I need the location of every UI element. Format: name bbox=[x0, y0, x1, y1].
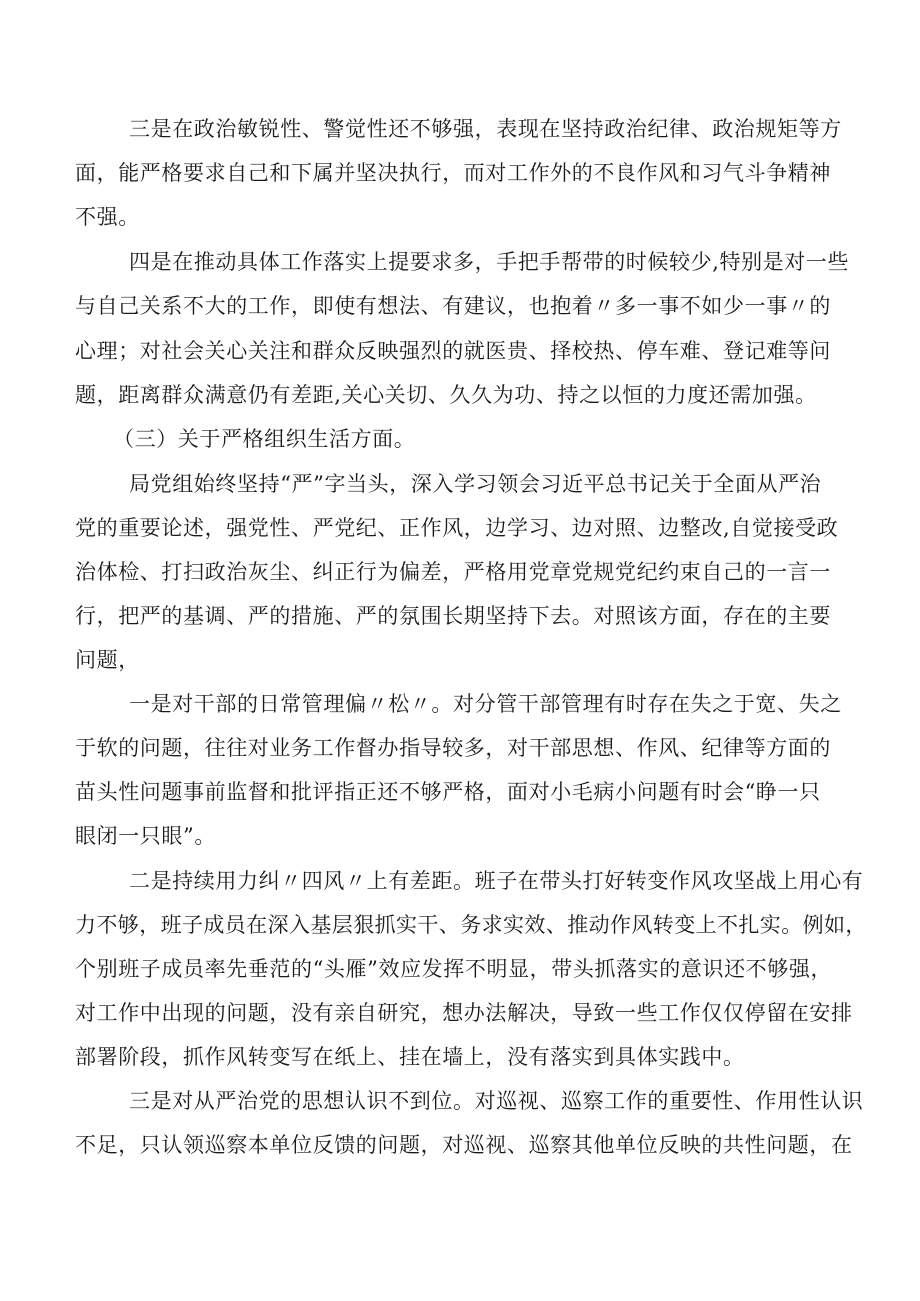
text-line: 三是对从严治党的思想认识不到位。对巡视、巡察工作的重要性、作用性认识 bbox=[129, 1089, 864, 1113]
text-line: 一是对干部的日常管理偏〃松〃。对分管干部管理有时存在失之于宽、失之 bbox=[129, 692, 842, 716]
section-heading-text: （三）关于严格组织生活方面。 bbox=[113, 427, 416, 451]
text-line: 四是在推动具体工作落实上提要求多，手把手帮带的时候较少,特别是对一些 bbox=[129, 250, 850, 274]
text-line: 对工作中出现的问题，没有亲自研究，想办法解决，导致一些工作仅仅停留在安排 bbox=[75, 1001, 853, 1025]
text-line: 与自己关系不大的工作，即使有想法、有建议，也抱着〃多一事不如少一事〃的 bbox=[75, 294, 831, 318]
text-line: 问题， bbox=[75, 648, 140, 672]
text-line: 党的重要论述，强党性、严党纪、正作风，边学习、边对照、边整改,自觉接受政 bbox=[75, 516, 839, 540]
text-line: 不强。 bbox=[75, 205, 140, 229]
text-line: 眼闭一只眼”。 bbox=[75, 824, 216, 848]
text-line: 苗头性问题事前监督和批评指正还不够严格，面对小毛病小问题有时会“睁一只 bbox=[75, 780, 821, 804]
text-line: 于软的问题，往往对业务工作督办指导较多，对干部思想、作风、纪律等方面的 bbox=[75, 736, 831, 760]
text-line: 个别班子成员率先垂范的“头雁”效应发挥不明显，带头抓落实的意识还不够强， bbox=[75, 957, 833, 981]
text-line: 心理；对社会关心关注和群众反映强烈的就医贵、择校热、停车难、登记难等问 bbox=[75, 339, 831, 363]
text-line: 行，把严的基调、严的措施、严的氛围长期坚持下去。对照该方面，存在的主要 bbox=[75, 604, 831, 628]
text-line: 二是持续用力纠〃四风〃上有差距。班子在带头打好转变作风攻坚战上用心有 bbox=[129, 869, 864, 893]
text-line: 治体检、打扫政治灰尘、纠正行为偏差，严格用党章党规党纪约束自己的一言一 bbox=[75, 560, 831, 584]
text-line: 局党组始终坚持“严”字当头，深入学习领会习近平总书记关于全面从严治 bbox=[129, 472, 822, 496]
text-line: 面，能严格要求自己和下属并坚决执行，而对工作外的不良作风和习气斗争精神 bbox=[75, 161, 831, 185]
text-line: 题，距离群众满意仍有差距,关心关切、久久为功、持之以恒的力度还需加强。 bbox=[75, 383, 817, 407]
text-line: 不足，只认领巡察本单位反馈的问题，对巡视、巡察其他单位反映的共性问题，在 bbox=[75, 1133, 853, 1157]
text-line: 力不够，班子成员在深入基层狠抓实干、务求实效、推动作风转变上不扎实。例如， bbox=[75, 913, 867, 937]
text-line: 部署阶段，抓作风转变写在纸上、挂在墙上，没有落实到具体实践中。 bbox=[75, 1045, 745, 1069]
text-line: 三是在政治敏锐性、警觉性还不够强，表现在坚持政治纪律、政治规矩等方 bbox=[129, 117, 842, 141]
